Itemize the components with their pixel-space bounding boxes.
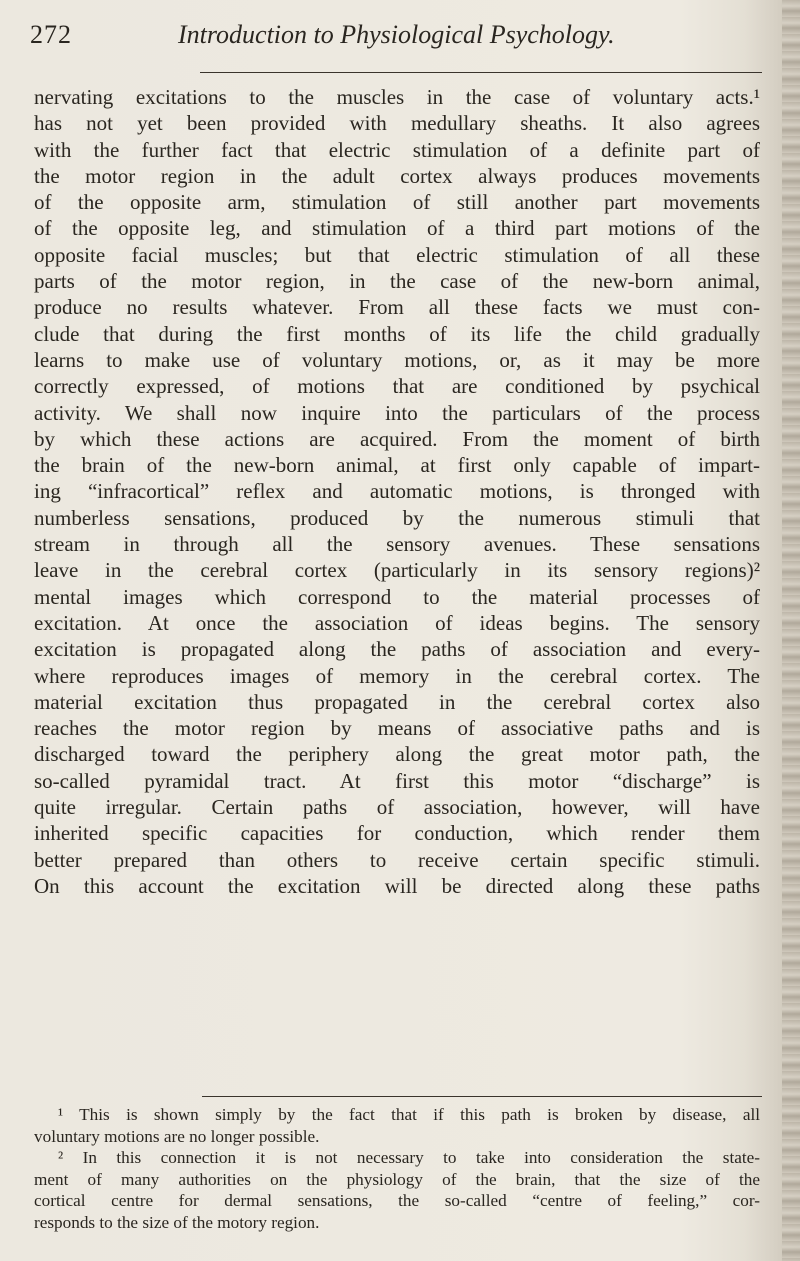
footnote-1-line: ¹ This is shown simply by the fact that if this path is broken by disease, all (58, 1105, 760, 1124)
body-line: activity. We shall now inquire into the particulars of the process (34, 400, 760, 425)
body-line: the motor region in the adult cortex always produces movements (34, 163, 760, 188)
body-line: produce no results whatever. From all these facts we must con- (34, 295, 760, 320)
page-number: 272 (30, 20, 72, 49)
body-line: learns to make use of voluntary motions, or, as it may be more (34, 347, 760, 372)
body-line: with the further fact that electric stimulation of a definite part of (34, 137, 760, 162)
body-line: excitation. At once the association of ideas begins. The sensory (34, 610, 760, 635)
body-line: clude that during the first months of its life the child gradually (34, 321, 760, 346)
body-line: opposite facial muscles; but that electric stimulation of all these (34, 242, 760, 267)
body-line: parts of the motor region, in the case of the new-born animal, (34, 269, 760, 294)
footnote-2-line: cortical centre for dermal sensations, the so-called “centre of feeling,” cor- (34, 1191, 760, 1211)
body-line: where reproduces images of memory in the cerebral cortex. The (34, 663, 760, 688)
body-line: On this account the excitation will be directed along these paths (34, 873, 760, 898)
body-line: by which these actions are acquired. From the moment of birth (34, 426, 760, 451)
footnote-2-line: ment of many authorities on the physiology of the brain, that the size of the (34, 1169, 760, 1189)
body-line: mental images which correspond to the material processes of (34, 584, 760, 609)
header-rule (200, 72, 762, 73)
footnotes (34, 1104, 760, 1234)
body-line: correctly expressed, of motions that are conditioned by psychical (34, 374, 760, 399)
body-line: of the opposite arm, stimulation of still another part movements (34, 190, 760, 215)
body-line: leave in the cerebral cortex (particularly in its sensory regions)² (34, 558, 760, 583)
body-line: excitation is propagated along the paths of association and every- (34, 637, 760, 662)
running-title: Introduction to Physiological Psychology. (178, 20, 615, 49)
body-line: discharged toward the periphery along the great motor path, the (34, 742, 760, 767)
body-line: nervating excitations to the muscles in the case of voluntary acts.¹ (34, 85, 760, 109)
page-header (30, 16, 770, 56)
footnote-2-line: responds to the size of the motory region. (34, 1212, 320, 1232)
body-line: reaches the motor region by means of associative paths and is (34, 716, 760, 741)
footnote-1-line: voluntary motions are no longer possible. (34, 1126, 320, 1146)
body-line: so-called pyramidal tract. At first this motor “discharge” is (34, 768, 760, 793)
body-line: better prepared than others to receive certain specific stimuli. (34, 847, 760, 872)
body-line: quite irregular. Certain paths of association, however, will have (34, 795, 760, 820)
page-edge-shadow (782, 0, 800, 1261)
body-line: stream in through all the sensory avenues. These sensations (34, 532, 760, 557)
body-line: has not yet been provided with medullary sheaths. It also agrees (34, 111, 760, 136)
body-line: of the opposite leg, and stimulation of a third part motions of the (34, 216, 760, 241)
body-line: inherited specific capacities for conduction, which render them (34, 821, 760, 846)
footnote-rule (202, 1096, 762, 1097)
body-line: numberless sensations, produced by the numerous stimuli that (34, 505, 760, 530)
footnote-2-line: ² In this connection it is not necessary to take into consideration the state- (58, 1148, 760, 1168)
body-line: the brain of the new-born animal, at first only capable of impart- (34, 453, 760, 478)
body-line: ing “infracortical” reflex and automatic motions, is thronged with (34, 479, 760, 504)
body-text (34, 84, 760, 899)
body-line: material excitation thus propagated in the cerebral cortex also (34, 689, 760, 714)
